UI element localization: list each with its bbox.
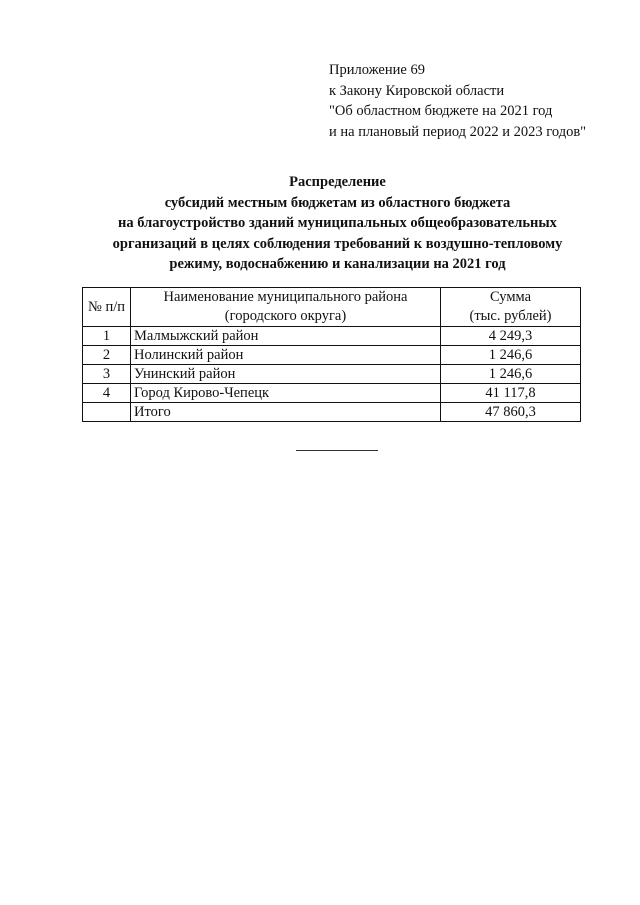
- header-name: [131, 288, 441, 327]
- row-district: Малмыжский район: [131, 327, 441, 346]
- appendix-reference: [329, 60, 586, 142]
- table-header-row: [83, 288, 581, 327]
- header-name-line2: (городского округа): [224, 308, 347, 324]
- title-line: режиму, водоснабжению и канализации на 2021 год: [169, 256, 506, 272]
- row-number: 4: [83, 384, 131, 403]
- header-number: № п/п: [83, 288, 131, 327]
- total-row: [83, 403, 581, 422]
- row-number: 2: [83, 346, 131, 365]
- subsidy-table: [82, 287, 581, 422]
- title-line: субсидий местным бюджетам из областного бюджета: [164, 194, 511, 211]
- appendix-line: Приложение 69: [329, 62, 425, 78]
- row-sum: 1 246,6: [441, 346, 581, 365]
- row-number: 3: [83, 365, 131, 384]
- row-sum: 41 117,8: [441, 384, 581, 403]
- title-line: на благоустройство зданий муниципальных общеобразовательных: [118, 215, 557, 231]
- table-row: [83, 327, 581, 346]
- row-sum: 4 249,3: [441, 327, 581, 346]
- header-name-line1: Наименование муниципального района: [163, 289, 408, 305]
- document-title: [60, 172, 615, 275]
- row-district: Унинский район: [131, 365, 441, 384]
- row-sum: 1 246,6: [441, 365, 581, 384]
- table-row: [83, 346, 581, 365]
- row-district: Нолинский район: [131, 346, 441, 365]
- title-line: организаций в целях соблюдения требований к воздушно-тепловому: [112, 235, 563, 252]
- title-line: Распределение: [289, 174, 386, 190]
- row-district: Город Кирово-Чепецк: [131, 384, 441, 403]
- table-row: [83, 365, 581, 384]
- appendix-line: и на плановый период 2022 и 2023 годов": [329, 123, 587, 140]
- row-number: 1: [83, 327, 131, 346]
- header-sum: [441, 288, 581, 327]
- appendix-line: "Об областном бюджете на 2021 год: [329, 103, 553, 119]
- total-sum: 47 860,3: [441, 403, 581, 422]
- table-row: [83, 384, 581, 403]
- closing-divider: [296, 450, 378, 451]
- header-sum-line2: (тыс. рублей): [469, 308, 552, 324]
- header-sum-line1: Сумма: [489, 289, 532, 305]
- total-label: Итого: [131, 403, 441, 422]
- total-number-cell: [83, 403, 131, 422]
- appendix-line: к Закону Кировской области: [329, 82, 505, 99]
